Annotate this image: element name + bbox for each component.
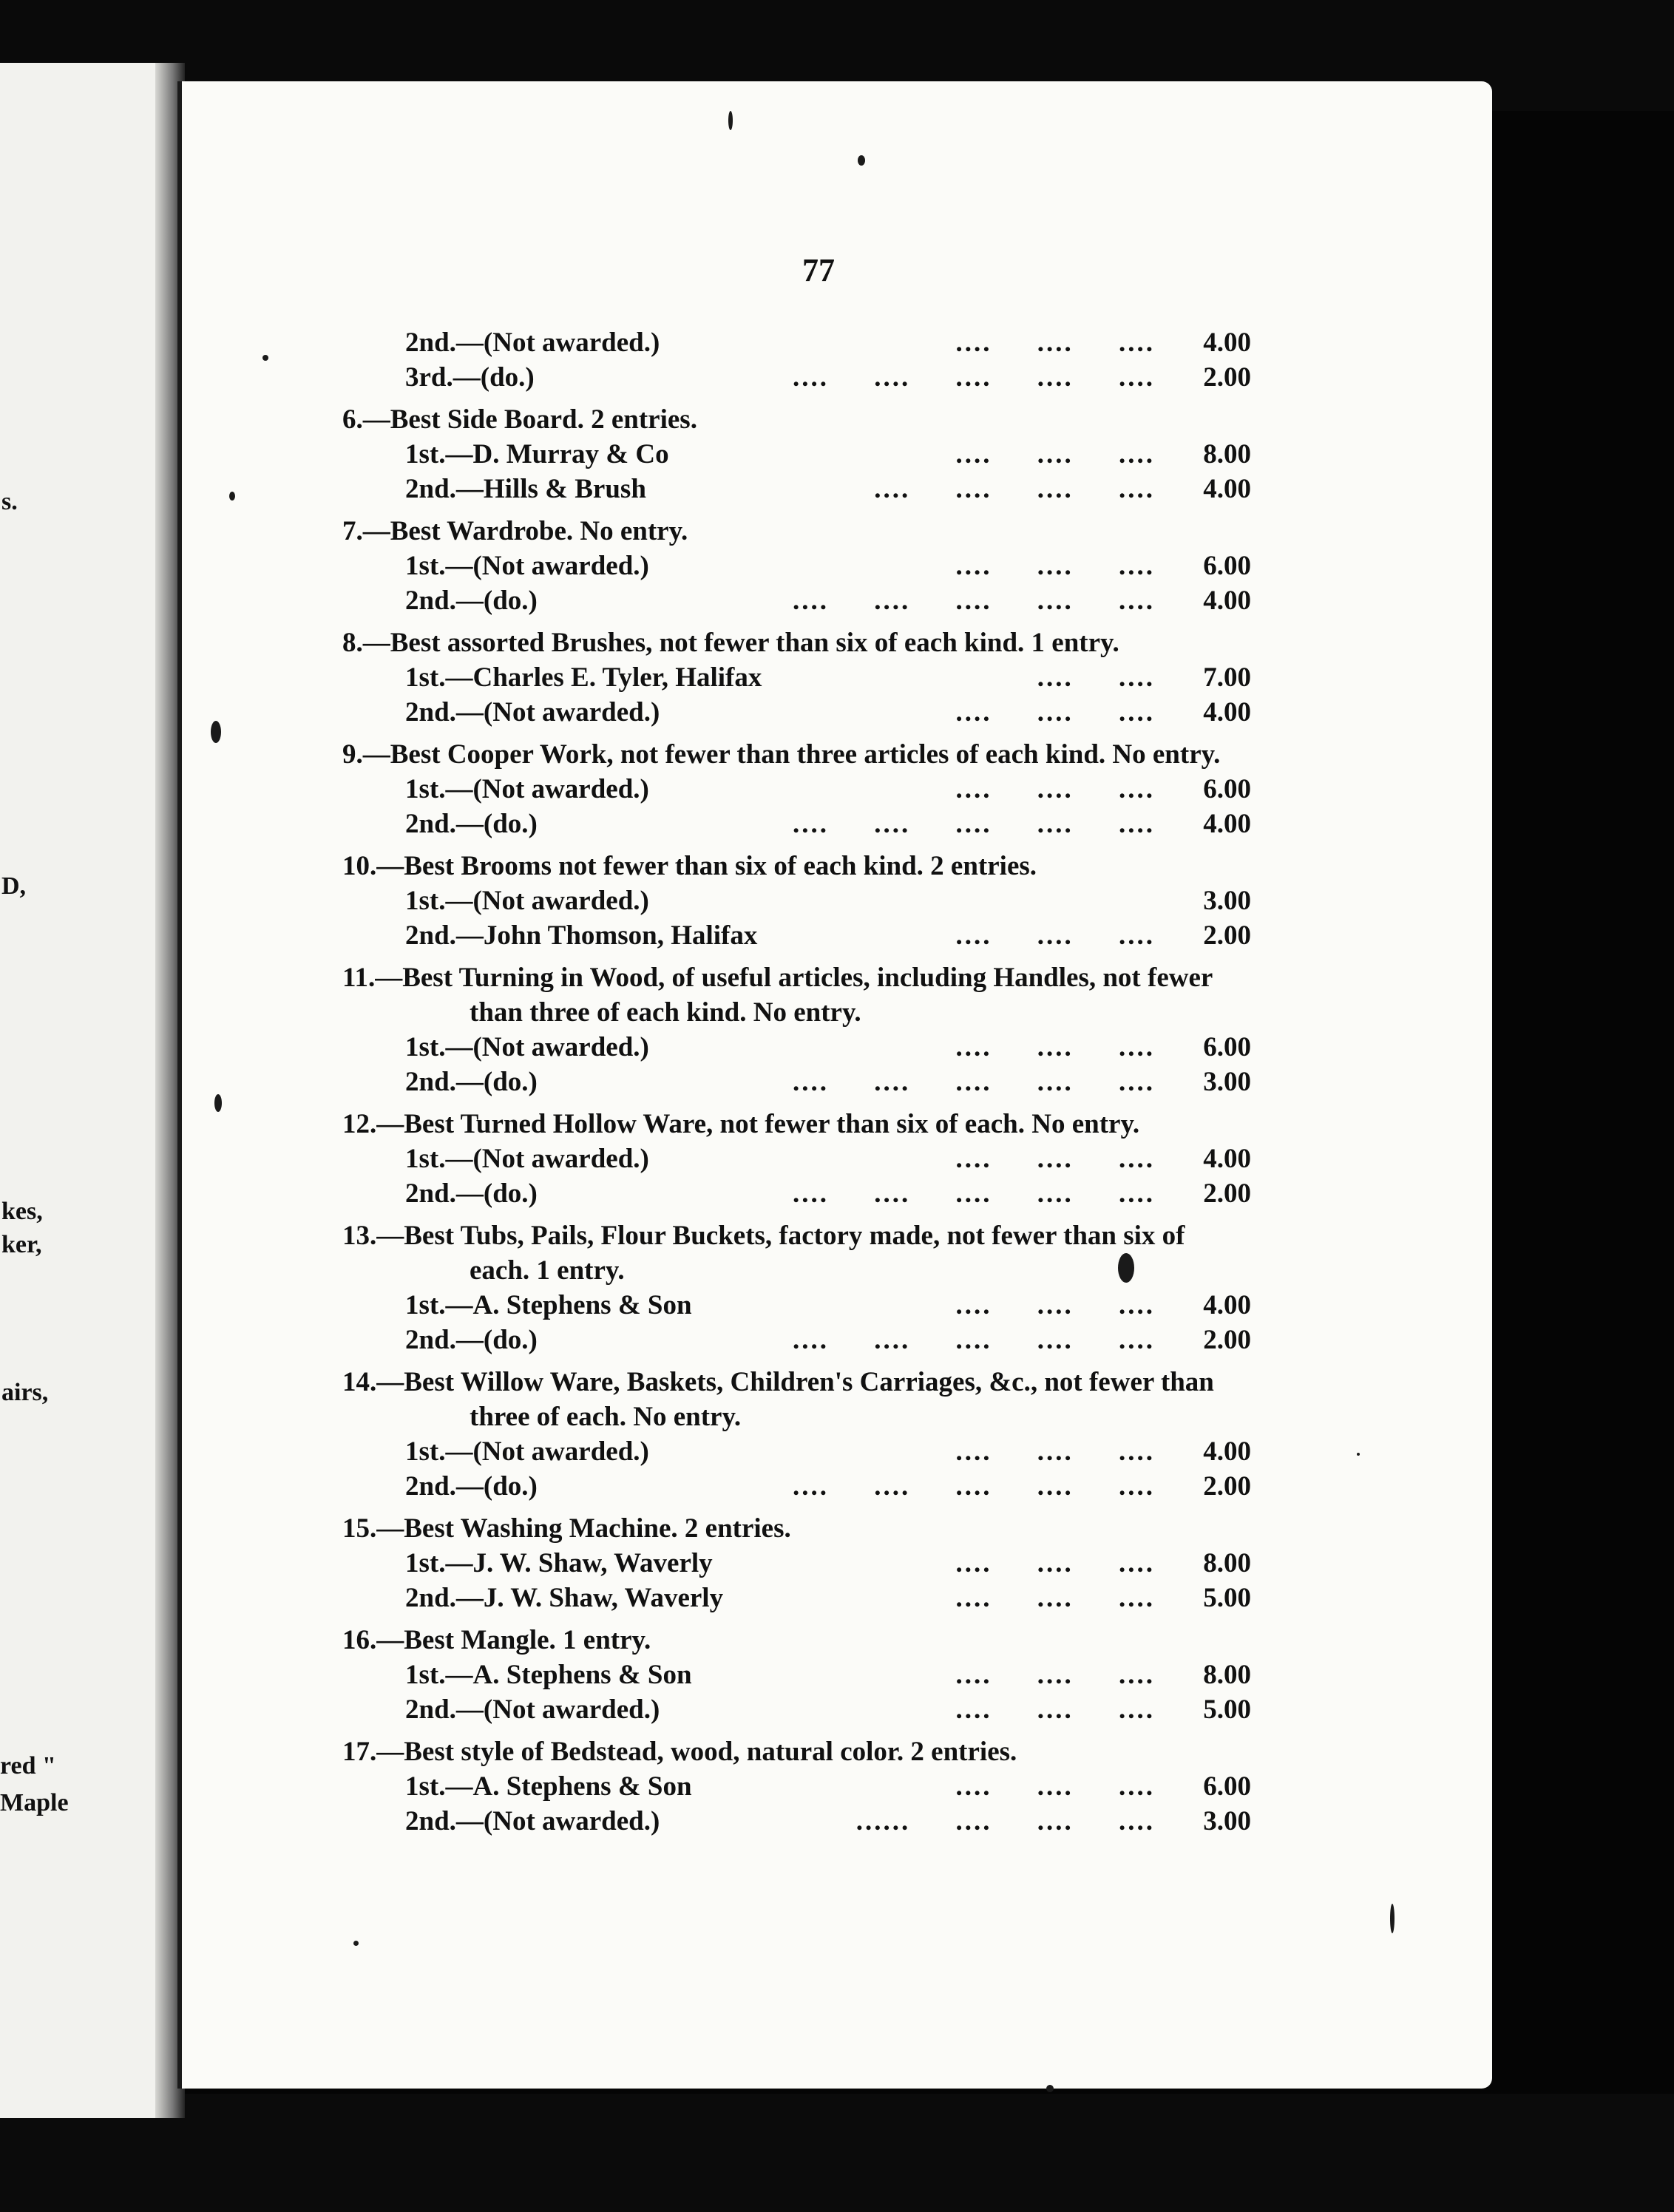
class-heading (342, 627, 1251, 659)
class-heading (342, 1736, 1251, 1768)
class-heading (342, 515, 1251, 548)
prize-amount: 4.00 (1203, 1144, 1251, 1174)
class-heading (342, 1366, 1251, 1399)
award-line (405, 1547, 1251, 1580)
prize-amount: 2.00 (1203, 362, 1251, 393)
line-text: three of each. No entry. (470, 1402, 742, 1432)
prize-amount: 6.00 (1203, 1771, 1251, 1802)
prize-amount: 4.00 (1203, 586, 1251, 616)
line-text: 2nd.—(do.) (405, 1178, 538, 1209)
leader-dots: .... .... .... (955, 328, 1155, 358)
prize-amount: 3.00 (1203, 1067, 1251, 1097)
line-text: 16.—Best Mangle. 1 entry. (342, 1625, 651, 1655)
scan-speck (1357, 1453, 1360, 1456)
prize-amount: 7.00 (1203, 662, 1251, 693)
line-text: 2nd.—(do.) (405, 1471, 538, 1502)
award-line (405, 696, 1251, 729)
line-text: 6.—Best Side Board. 2 entries. (342, 404, 697, 435)
award-line (405, 662, 1251, 694)
leader-dots: .... .... .... (955, 1290, 1155, 1320)
left-page-fragment: ker, (1, 1231, 42, 1258)
scan-speck (1118, 1253, 1134, 1283)
line-text: 2nd.—(do.) (405, 809, 538, 839)
line-text: 2nd.—(do.) (405, 586, 538, 616)
leader-dots: .... .... .... (955, 1771, 1155, 1802)
line-text: 1st.—J. W. Shaw, Waverly (405, 1548, 713, 1578)
line-text: 8.—Best assorted Brushes, not fewer than six of each kind. 1 entry. (342, 628, 1119, 658)
line-text: 1st.—(Not awarded.) (405, 886, 649, 916)
prize-amount: 2.00 (1203, 1325, 1251, 1355)
line-text: 2nd.—(do.) (405, 1067, 538, 1097)
class-heading (342, 1108, 1251, 1141)
award-line (405, 920, 1251, 952)
award-line (405, 362, 1251, 394)
prize-amount: 6.00 (1203, 774, 1251, 804)
prize-amount: 5.00 (1203, 1583, 1251, 1613)
line-text: 2nd.—Hills & Brush (405, 474, 646, 504)
line-text: 1st.—D. Murray & Co (405, 439, 669, 469)
leader-dots: .... .... .... (955, 920, 1155, 951)
prize-amount: 4.00 (1203, 1436, 1251, 1467)
class-heading (342, 1624, 1251, 1657)
line-text: 1st.—A. Stephens & Son (405, 1290, 692, 1320)
scan-speck (262, 355, 268, 361)
line-text: 2nd.—John Thomson, Halifax (405, 920, 758, 951)
leader-dots: .... .... .... (955, 1144, 1155, 1174)
line-text: 2nd.—(Not awarded.) (405, 328, 660, 358)
line-text: 1st.—Charles E. Tyler, Halifax (405, 662, 762, 693)
line-text: 2nd.—(Not awarded.) (405, 1694, 660, 1725)
award-line (405, 773, 1251, 806)
class-heading (342, 962, 1251, 994)
scan-speck (1390, 1904, 1395, 1933)
prize-amount: 4.00 (1203, 328, 1251, 358)
leader-dots: .... .... .... (955, 439, 1155, 469)
leader-dots: .... .... .... .... .... (793, 1067, 1155, 1097)
prize-amount: 4.00 (1203, 697, 1251, 727)
leader-dots: .... .... .... (955, 1694, 1155, 1725)
prize-amount: 6.00 (1203, 551, 1251, 581)
award-line (405, 585, 1251, 617)
line-text: 2nd.—(Not awarded.) (405, 1806, 660, 1836)
class-heading (342, 1513, 1251, 1545)
award-line (405, 1031, 1251, 1064)
leader-dots: ...... .... .... .... (855, 1806, 1155, 1836)
line-text: than three of each kind. No entry. (470, 997, 861, 1028)
scan-speck (214, 1094, 222, 1112)
page-number: 77 (802, 252, 835, 288)
left-page-fragment: s. (1, 488, 18, 515)
line-text: 1st.—(Not awarded.) (405, 1032, 649, 1062)
award-line (405, 1178, 1251, 1210)
award-line (405, 1289, 1251, 1322)
leader-dots: .... .... .... .... (874, 474, 1155, 504)
prize-amount: 4.00 (1203, 809, 1251, 839)
prize-amount: 2.00 (1203, 1471, 1251, 1502)
prize-amount: 2.00 (1203, 1178, 1251, 1209)
leader-dots: .... .... .... .... .... (793, 1471, 1155, 1502)
line-text: 1st.—A. Stephens & Son (405, 1771, 692, 1802)
line-text: 2nd.—(Not awarded.) (405, 697, 660, 727)
scan-speck (1046, 2085, 1054, 2092)
line-text: 1st.—(Not awarded.) (405, 774, 649, 804)
class-heading-continued (470, 997, 1251, 1029)
line-text: 1st.—A. Stephens & Son (405, 1660, 692, 1690)
prize-amount: 4.00 (1203, 1290, 1251, 1320)
prize-amount: 2.00 (1203, 920, 1251, 951)
class-heading-continued (470, 1401, 1251, 1434)
prize-amount: 5.00 (1203, 1694, 1251, 1725)
prize-amount: 8.00 (1203, 439, 1251, 469)
class-heading (342, 850, 1251, 883)
line-text: 9.—Best Cooper Work, not fewer than three articles of each kind. No entry. (342, 739, 1221, 770)
leader-dots: .... .... .... (955, 1032, 1155, 1062)
award-line (405, 1771, 1251, 1803)
award-line (405, 885, 1251, 917)
leader-dots: .... .... .... (955, 697, 1155, 727)
line-text: 10.—Best Brooms not fewer than six of each kind. 2 entries. (342, 851, 1037, 881)
left-page-fragment: Maple (0, 1789, 69, 1816)
leader-dots: .... .... .... .... .... (793, 809, 1155, 839)
award-line (405, 1470, 1251, 1503)
prize-amount: 8.00 (1203, 1548, 1251, 1578)
leader-dots: .... .... .... .... .... (793, 1178, 1155, 1209)
left-page-fragment: red " (0, 1752, 56, 1780)
leader-dots: .... .... (1037, 662, 1155, 693)
award-line (405, 1436, 1251, 1468)
award-line (405, 1582, 1251, 1615)
award-line (405, 1659, 1251, 1692)
line-text: 1st.—(Not awarded.) (405, 1436, 649, 1467)
scan-background-bottom (0, 2094, 1674, 2212)
leader-dots: .... .... .... (955, 1583, 1155, 1613)
prize-amount: 8.00 (1203, 1660, 1251, 1690)
line-text: 11.—Best Turning in Wood, of useful articles, including Handles, not fewer (342, 963, 1213, 993)
prize-amount: 4.00 (1203, 474, 1251, 504)
leader-dots: .... .... .... .... .... (793, 1325, 1155, 1355)
award-line (405, 1066, 1251, 1099)
prize-amount: 3.00 (1203, 1806, 1251, 1836)
award-line (405, 1143, 1251, 1175)
award-line (405, 473, 1251, 506)
award-line (405, 327, 1251, 359)
scan-speck (211, 721, 221, 743)
line-text: 1st.—(Not awarded.) (405, 551, 649, 581)
line-text: 2nd.—J. W. Shaw, Waverly (405, 1583, 724, 1613)
scan-speck (353, 1941, 359, 1946)
line-text: 7.—Best Wardrobe. No entry. (342, 516, 688, 546)
line-text: 13.—Best Tubs, Pails, Flour Buckets, factory made, not fewer than six of (342, 1221, 1185, 1251)
award-line (405, 808, 1251, 841)
award-line (405, 438, 1251, 471)
award-line (405, 1324, 1251, 1357)
leader-dots: .... .... .... (955, 1660, 1155, 1690)
prize-amount: 6.00 (1203, 1032, 1251, 1062)
leader-dots: .... .... .... (955, 551, 1155, 581)
line-text: 12.—Best Turned Hollow Ware, not fewer than six of each. No entry. (342, 1109, 1140, 1139)
class-heading (342, 404, 1251, 436)
award-line (405, 550, 1251, 583)
line-text: 14.—Best Willow Ware, Baskets, Children's Carriages, &c., not fewer than (342, 1367, 1214, 1397)
line-text: 3rd.—(do.) (405, 362, 535, 393)
prize-amount: 3.00 (1203, 886, 1251, 916)
award-line (405, 1694, 1251, 1726)
line-text: 2nd.—(do.) (405, 1325, 538, 1355)
left-page-fragment: kes, (1, 1198, 43, 1225)
line-text: 15.—Best Washing Machine. 2 entries. (342, 1513, 791, 1544)
award-line (405, 1805, 1251, 1838)
scan-speck (858, 155, 865, 166)
scan-speck (728, 111, 733, 130)
line-text: 1st.—(Not awarded.) (405, 1144, 649, 1174)
left-page-fragment: airs, (1, 1379, 49, 1406)
line-text: 17.—Best style of Bedstead, wood, natural color. 2 entries. (342, 1737, 1017, 1767)
class-heading (342, 1220, 1251, 1252)
leader-dots: .... .... .... .... .... (793, 362, 1155, 393)
leader-dots: .... .... .... (955, 774, 1155, 804)
class-heading (342, 739, 1251, 771)
leader-dots: .... .... .... .... .... (793, 586, 1155, 616)
line-text: each. 1 entry. (470, 1255, 625, 1286)
scan-speck (229, 492, 235, 501)
left-page-fragment: D, (1, 872, 27, 900)
leader-dots: .... .... .... (955, 1548, 1155, 1578)
leader-dots: .... .... .... (955, 1436, 1155, 1467)
